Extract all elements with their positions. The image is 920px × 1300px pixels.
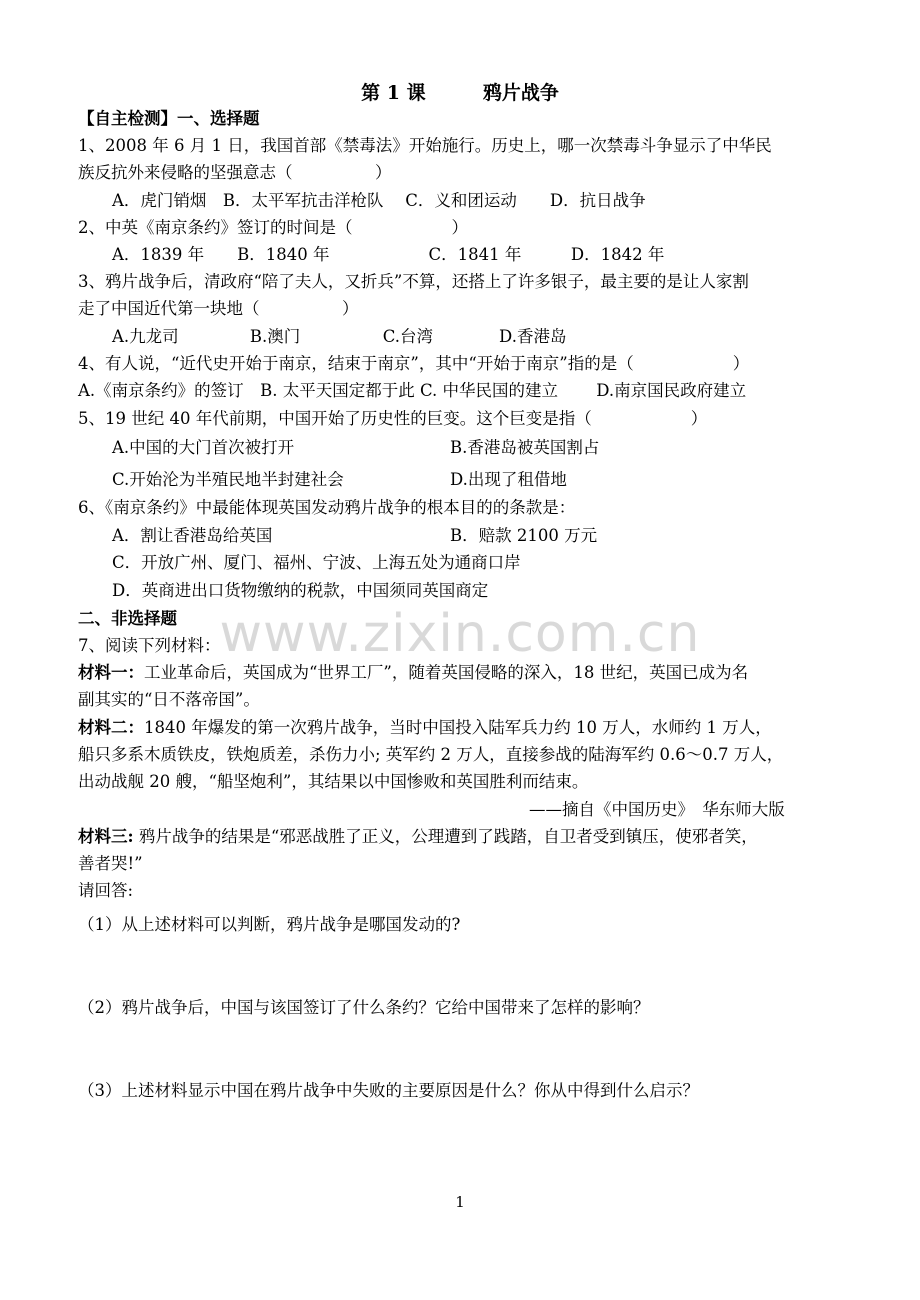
material3-line2: 善者哭!” xyxy=(78,854,143,873)
q6-option-b: B．赔款 2100 万元 xyxy=(450,526,598,545)
section2-heading: 二、非选择题 xyxy=(78,609,177,628)
q3-options: A.九龙司 B.澳门 C.台湾 D.香港岛 xyxy=(112,327,567,346)
q3-line1: 3、鸦片战争后，清政府“陪了夫人，又折兵”不算，还搭上了许多银子，最主要的是让人家割 xyxy=(78,272,749,291)
q4-line1: 4、有人说，“近代史开始于南京，结束于南京”，其中“开始于南京”指的是（ ） xyxy=(78,354,750,373)
please-answer: 请回答: xyxy=(78,881,134,900)
q6-option-c: C．开放广州、厦门、福州、宁波、上海五处为通商口岸 xyxy=(112,553,521,572)
self-check-label: 【自主检测】 xyxy=(78,109,177,128)
q7-intro: 7、阅读下列材料： xyxy=(78,636,221,655)
material1-label: 材料一： xyxy=(78,663,144,682)
q5-option-d: D.出现了租借地 xyxy=(450,470,567,489)
material1-line2: 副其实的“日不落帝国”。 xyxy=(78,690,260,709)
choice-heading: 一、选择题 xyxy=(177,109,260,128)
page-title xyxy=(0,78,920,105)
material3-line1 xyxy=(78,826,758,848)
material2-label: 材料二： xyxy=(78,718,144,737)
material3-label: 材料三: xyxy=(78,827,134,846)
q5-option-c: C.开始沦为半殖民地半封建社会 xyxy=(112,470,344,489)
watermark: www.zixin.com.cn xyxy=(219,604,701,664)
section1-heading xyxy=(78,108,260,130)
material3-text: 鸦片战争的结果是“邪恶战胜了正义，公理遭到了践踏，自卫者受到镇压，使邪者笑， xyxy=(133,827,758,846)
q6-option-d: D．英商进出口货物缴纳的税款，中国须同英国商定 xyxy=(112,581,489,600)
material2-line1 xyxy=(78,717,772,739)
q1-line1: 1、2008 年 6 月 1 日，我国首部《禁毒法》开始施行。历史上，哪一次禁毒斗争显示了中华民 xyxy=(78,136,772,155)
q6-line1: 6、《南京条约》中最能体现英国发动鸦片战争的根本目的的条款是： xyxy=(78,498,576,517)
sub-question-2: （2）鸦片战争后，中国与该国签订了什么条约？它给中国带来了怎样的影响？ xyxy=(78,998,650,1017)
sub-question-3: （3）上述材料显示中国在鸦片战争中失败的主要原因是什么？你从中得到什么启示？ xyxy=(78,1081,699,1100)
q4-options: A.《南京条约》的签订 B. 太平天国定都于此 C. 中华民国的建立 D.南京国民政府建立 xyxy=(78,381,747,400)
q5-option-a: A.中国的大门首次被打开 xyxy=(112,438,295,457)
q2-options: A．1839 年 B．1840 年 C．1841 年 D．1842 年 xyxy=(112,245,665,264)
lesson-number: 第 1 课 xyxy=(361,82,426,104)
q5-option-b: B.香港岛被英国割占 xyxy=(450,438,600,457)
material2-line2: 船只多系木质铁皮，铁炮质差，杀伤力小; 英军约 2 万人，直接参战的陆海军约 0.6～0.7 万人， xyxy=(78,745,784,764)
material2-line3: 出动战舰 20 艘，“船坚炮利”，其结果以中国惨败和英国胜利而结束。 xyxy=(78,772,589,791)
q3-line2: 走了中国近代第一块地（ ） xyxy=(78,299,359,318)
q5-line1: 5、19 世纪 40 年代前期，中国开始了历史性的巨变。这个巨变是指（ ） xyxy=(78,409,708,428)
q6-option-a: A．割让香港岛给英国 xyxy=(112,526,273,545)
page-number: 1 xyxy=(455,1193,465,1211)
material2-text: 1840 年爆发的第一次鸦片战争，当时中国投入陆军兵力约 10 万人，水师约 1 万人， xyxy=(144,718,772,737)
q1-line2: 族反抗外来侵略的坚强意志（ ） xyxy=(78,163,392,182)
material1-line1 xyxy=(78,662,748,684)
q2-line1: 2、中英《南京条约》签订的时间是（ ） xyxy=(78,218,468,237)
sub-question-1: （1）从上述材料可以判断，鸦片战争是哪国发动的? xyxy=(78,915,461,934)
material1-text: 工业革命后，英国成为“世界工厂”，随着英国侵略的深入，18 世纪，英国已成为名 xyxy=(144,663,749,682)
lesson-name: 鸦片战争 xyxy=(482,82,559,104)
material2-source: ——摘自《中国历史》 华东师大版 xyxy=(529,800,785,819)
q1-options: A．虎门销烟 B．太平军抗击洋枪队 C．义和团运动 D．抗日战争 xyxy=(112,191,646,210)
